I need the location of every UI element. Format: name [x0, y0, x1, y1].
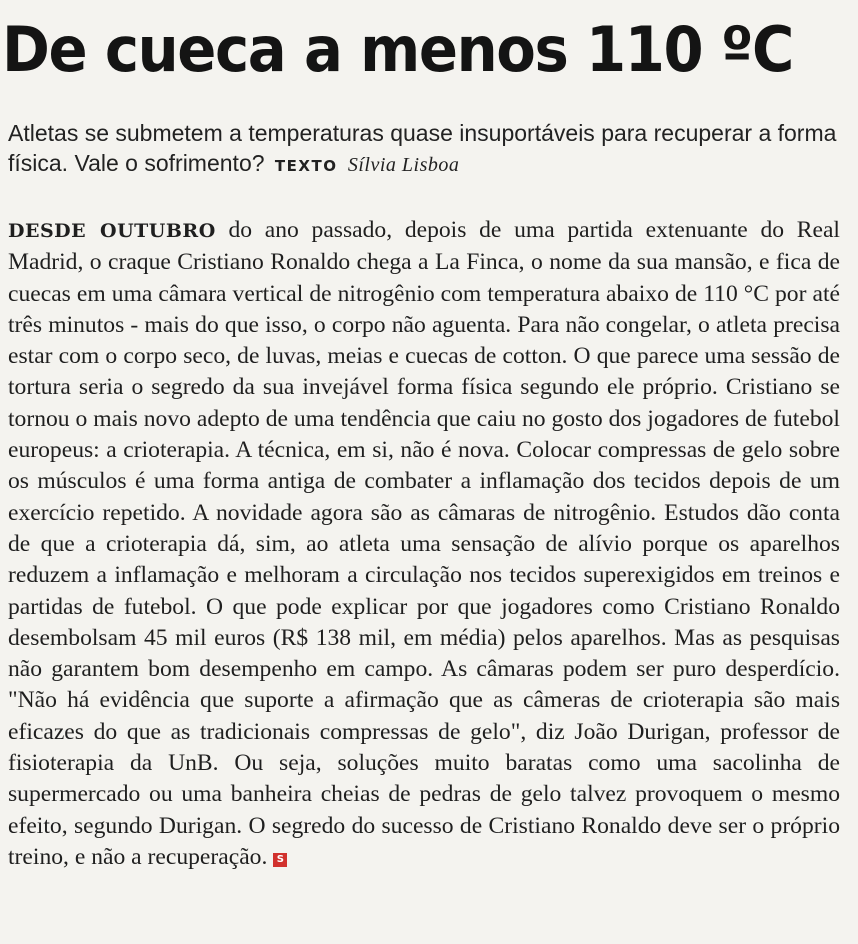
- standfirst: [8, 118, 848, 181]
- body-text: do ano passado, depois de uma partida extenuante do Real Madrid, o craque Cristiano Ronaldo chega a La Finca, o nome da sua mansão, e fica de cuecas em uma câmara vertical de nitrogênio com temperatura abaixo de 110 °C por até três minutos - mais do que isso, o corpo não aguenta. Para não congelar, o atleta precisa estar com o corpo seco, de luvas, meias e cuecas de cotton. O que parece uma sessão de tortura seria o segredo da sua invejável forma física segundo ele próprio. Cristiano se tornou o mais novo adepto de uma tendência que caiu no gosto dos jogadores de futebol europeus: a crioterapia. A técnica, em si, não é nova. Colocar compressas de gelo sobre os músculos é uma forma antiga de combater a inflamação dos tecidos depois de um exercício repetido. A novidade agora são as câmaras de nitrogênio. Estudos dão conta de que a crioterapia dá, sim, ao atleta uma sensação de alívio porque os aparelhos reduzem a inflamação e melhoram a circulação nos tecidos superexigidos em treinos e partidas de futebol. O que pode explicar por que jogadores como Cristiano Ronaldo desembolsam 45 mil euros (R$ 138 mil, em média) pelos aparelhos. Mas as pesquisas não garantem bom desempenho em campo. As câmaras podem ser puro desperdício. "Não há evidência que suporte a afirmação que as câmeras de crioterapia são mais eficazes do que as tradicionais compressas de gelo", diz João Durigan, professor de fisioterapia da UnB. Ou seja, soluções muito baratas como uma sacolinha de supermercado ou uma banheira cheias de pedras de gelo talvez provoquem o mesmo efeito, segundo Durigan. O segredo do sucesso de Cristiano Ronaldo deve ser o próprio treino, e não a recuperação.: [8, 217, 840, 870]
- end-of-article-icon: S: [273, 853, 287, 867]
- standfirst-text: Atletas se submetem a temperaturas quase insuportáveis para recuperar a forma física. Vale o sofrimento?: [8, 120, 837, 176]
- lead-in: DESDE OUTUBRO: [8, 220, 216, 242]
- credit-label: TEXTO: [274, 157, 338, 175]
- author-name: Sílvia Lisboa: [347, 154, 460, 176]
- headline: De cueca a menos 110 ºC: [2, 13, 793, 86]
- article-body: [8, 215, 840, 873]
